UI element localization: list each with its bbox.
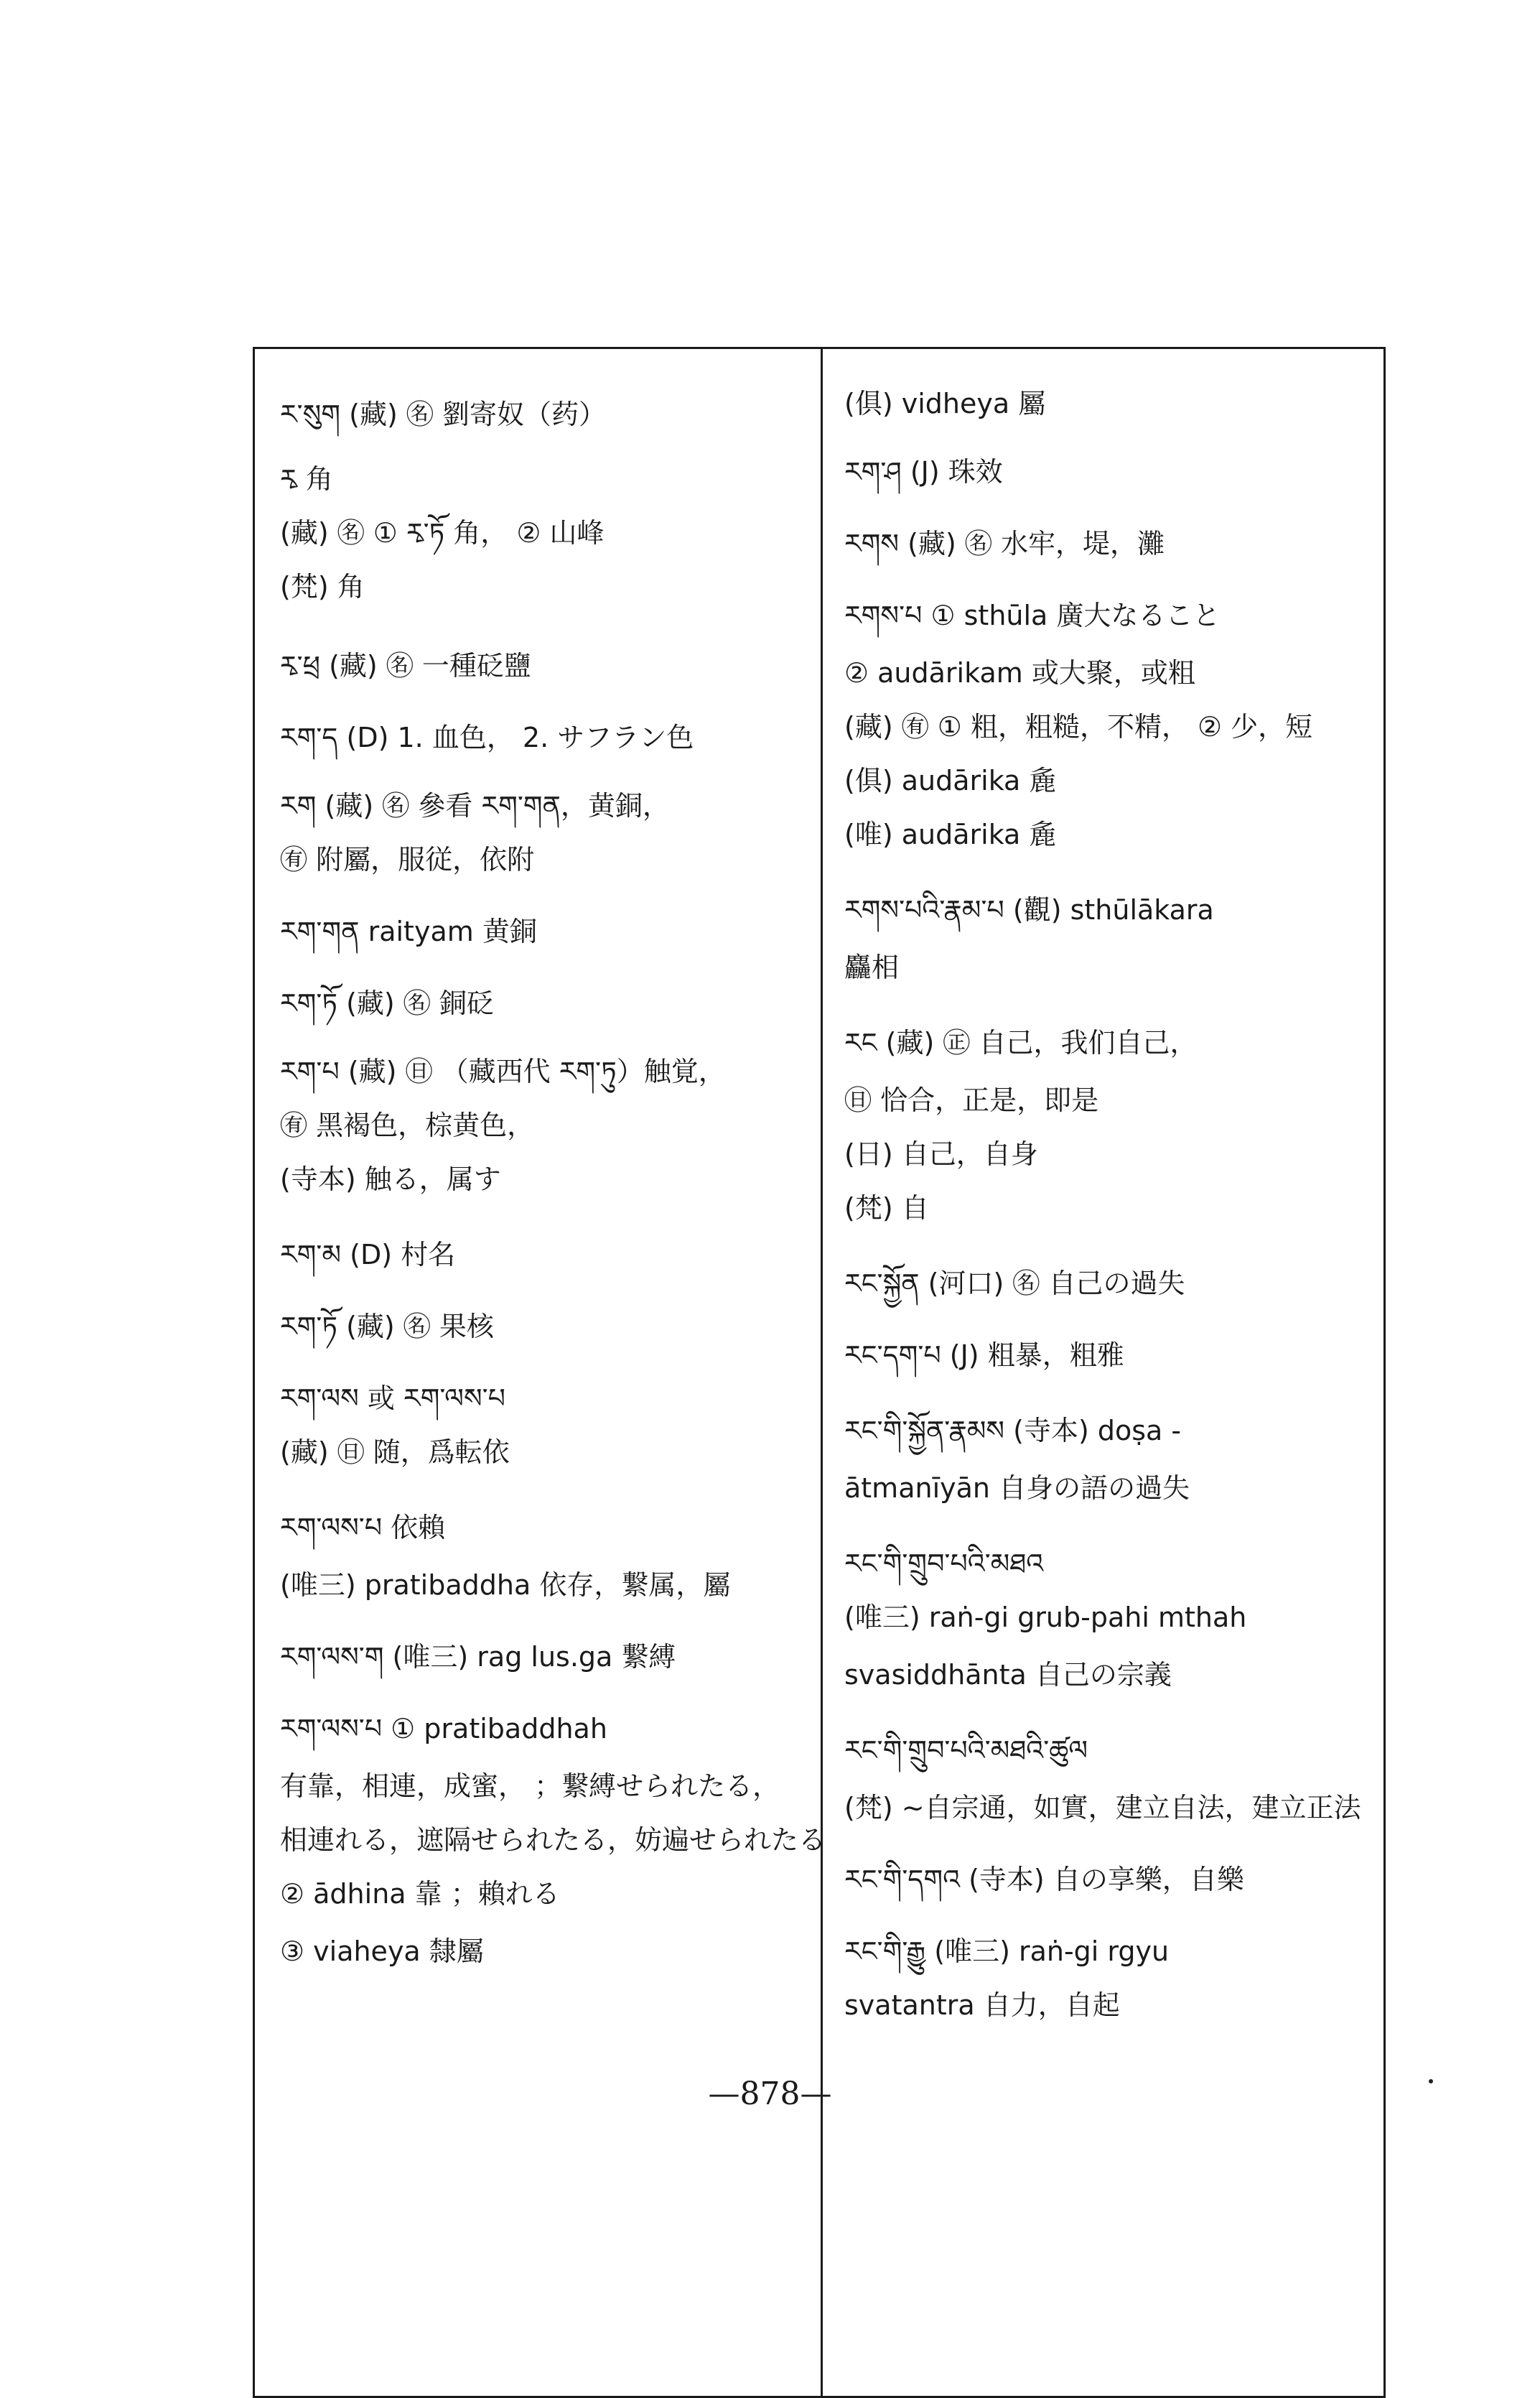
entry-line: རག་གན raityam 黄銅 <box>280 916 537 947</box>
entry-line: (藏) ㊐ 随，爲転依 <box>280 1436 510 1468</box>
entry-line: (梵) ~自宗通，如實，建立自法，建立正法 <box>844 1792 1361 1823</box>
entry-line: ② ādhina 靠 ；賴れる <box>280 1878 560 1910</box>
entry-line: (梵) 角 <box>280 571 365 603</box>
entry-line: ㊒ 黑褐色，棕黄色， <box>280 1110 535 1141</box>
entry-line: (梵) 自 <box>844 1192 929 1224</box>
entry-line: རྭ 角 <box>280 463 333 495</box>
entry-line: རག་པ (藏) ㊐ （藏西代 རག་ཏུ）触覚， <box>280 1056 726 1087</box>
entry-line: རགས་པ ① sthūla 廣大なること <box>844 600 1221 631</box>
entry-line: རག་ཏོ (藏) ㊔ 銅砭 <box>280 987 494 1019</box>
entry-line: རང་གི་གྲུབ་པའི་མཐའི་ཚུལ <box>844 1734 1088 1766</box>
entry-line: རང་དག་པ (J) 粗暴，粗雅 <box>844 1339 1124 1371</box>
entry-line: རགས་པའི་རྣམ་པ (觀) sthūlākara <box>844 894 1214 926</box>
entry-line: svatantra 自力，自起 <box>844 1989 1120 2021</box>
entry-line: རང་སྐྱོན (河口) ㊔ 自己の過失 <box>844 1268 1185 1299</box>
entry-line: རག་ཏོ (藏) ㊔ 果核 <box>280 1311 494 1342</box>
entry-line: ར་སུག (藏) ㊔ 劉寄奴（药） <box>280 399 606 430</box>
entry-line: རག (藏) ㊔ 參看 རག་གན，黄銅， <box>280 790 670 822</box>
entry-line: རང་གི་རྒྱུ (唯三) raṅ-gi rgyu <box>844 1935 1170 1967</box>
entry-line: རང་གི་དགའ (寺本) 自の享樂，自樂 <box>844 1864 1244 1895</box>
entry-line: 相連れる，遮隔せられたる，妨遍せられたる <box>280 1824 826 1856</box>
page-number: —878— <box>708 2076 832 2112</box>
entry-line: རྭ་ཕྲ (藏) ㊔ 一種砭鹽 <box>280 650 531 682</box>
entry-line: (唯三) pratibaddha 依存，繋属，屬 <box>280 1569 731 1601</box>
entry-line: རག་ད (D) 1. 血色， 2. サフラン色 <box>280 722 694 753</box>
entry-line: ③ viaheya 隸屬 <box>280 1935 484 1967</box>
entry-line: རག་ལས་པ 依賴 <box>280 1512 446 1543</box>
entry-line: རག་ཤ (J) 珠效 <box>844 456 1003 488</box>
entry-line: རང་གི་སྐྱོན་རྣམས (寺本) doṣa - <box>844 1415 1182 1446</box>
entry-line: རང (藏) ㊣ 自己，我们自己， <box>844 1027 1198 1059</box>
entry-line: རང་གི་གྲུབ་པའི་མཐའ <box>844 1548 1044 1579</box>
entry-line: (日) 自己，自身 <box>844 1138 1038 1170</box>
entry-line: (唯) audārika 麁 <box>844 819 1057 850</box>
entry-line: (唯三) raṅ-gi grub-pahi mthah <box>844 1602 1247 1633</box>
entry-line: ② audārikam 或大聚，或粗 <box>844 657 1195 689</box>
entry-line: རག་ལས་ག (唯三) rag lus.ga 繋縛 <box>280 1641 676 1673</box>
entry-line: 麤相 <box>844 952 900 983</box>
entry-line: རག་མ (D) 村名 <box>280 1239 456 1270</box>
stray-mark <box>1429 2079 1433 2083</box>
entry-line: ㊒ 附屬，服従，依附 <box>280 844 535 875</box>
entry-line: (藏) ㊔ ① རྭ་ཏོ 角， ② 山峰 <box>280 517 605 549</box>
entry-line: (俱) audārika 麁 <box>844 765 1057 796</box>
entry-line: 有靠，相連，成蜜， ；繋縛せられたる， <box>280 1770 780 1802</box>
entry-line: (寺本) 触る，属す <box>280 1163 501 1195</box>
entry-line: རག་ལས་པ ① pratibaddhah <box>280 1713 607 1744</box>
entry-line: ㊐ 恰合，正是，即是 <box>844 1084 1099 1116</box>
entry-line: ātmanīyān 自身の語の過失 <box>844 1472 1190 1504</box>
entry-line: svasiddhānta 自己の宗義 <box>844 1659 1172 1691</box>
entry-line: (俱) vidheya 屬 <box>844 388 1046 419</box>
entry-line: རག་ལས 或 རག་ལས་པ <box>280 1382 505 1414</box>
entry-line: རགས (藏) ㊔ 水牢，堤，灘 <box>844 528 1165 559</box>
entry-line: (藏) ㊒ ① 粗，粗糙，不精， ② 少，短 <box>844 711 1313 743</box>
